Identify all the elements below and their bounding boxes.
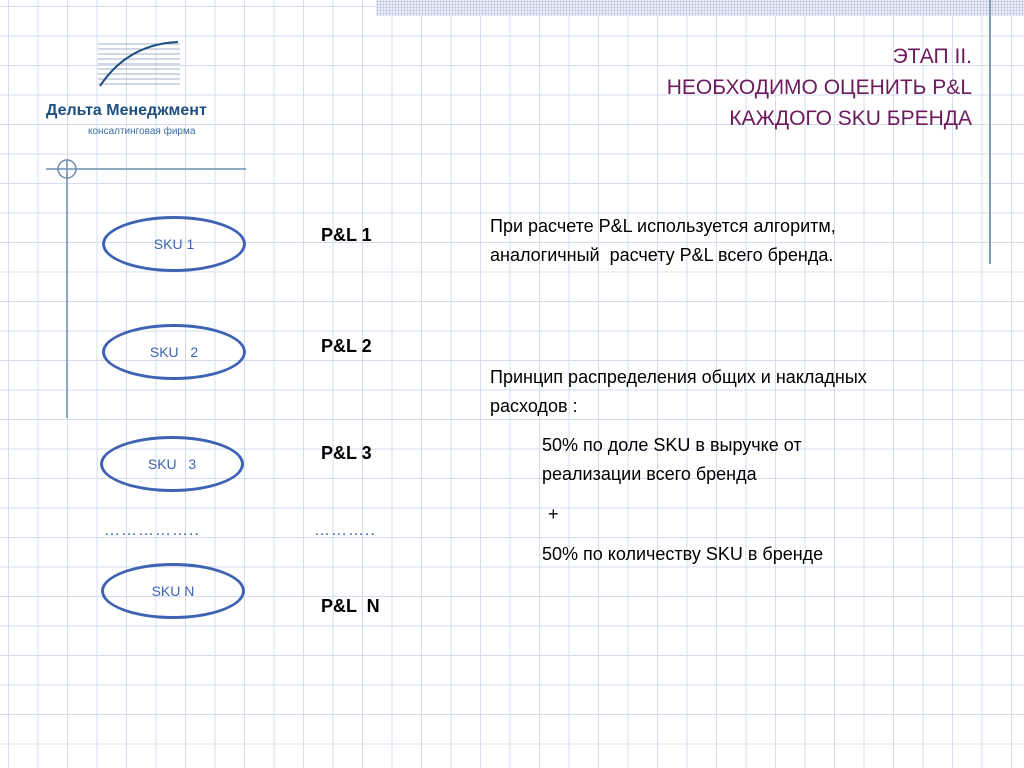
pl-label-n: P&L N: [321, 596, 380, 616]
algorithm-line-1: При расчете P&L используется алгоритм,: [490, 216, 836, 236]
distribution-line-1: Принцип распределения общих и накладных: [490, 367, 867, 387]
sku-ellipse-2: [102, 324, 246, 380]
distribution-line-2: расходов :: [490, 396, 578, 416]
right-vertical-line: [989, 0, 991, 264]
sku-ellipse-1: [102, 216, 246, 272]
title-line-3: КАЖДОГО SKU БРЕНДА: [729, 107, 972, 130]
slide-title: [667, 41, 972, 134]
ellipsis-dots-right: ………..: [314, 522, 376, 539]
company-logo: [46, 40, 246, 140]
algorithm-paragraph: [490, 212, 836, 270]
sku-label-3: SKU 3: [147, 456, 197, 472]
sku-label-1: SKU 1: [153, 236, 195, 252]
top-decorative-band: [376, 0, 1024, 16]
title-line-1: ЭТАП II.: [892, 45, 972, 68]
distribution-item-1-line-1: 50% по доле SKU в выручке от: [542, 435, 802, 455]
sku-label-n: SKU N: [151, 583, 195, 599]
ellipsis-dots-left: ……………..: [104, 522, 200, 539]
logo-company-name: Дельта Менеджмент: [46, 102, 207, 119]
title-line-2: НЕОБХОДИМО ОЦЕНИТЬ P&L: [666, 76, 972, 99]
logo-graphic-icon: [46, 40, 246, 100]
distribution-paragraph: [490, 363, 867, 421]
plus-sign: +: [548, 504, 559, 524]
distribution-item-2: 50% по количеству SKU в бренде: [542, 544, 824, 564]
pl-label-2: P&L 2: [321, 336, 372, 356]
distribution-item-1: [542, 431, 802, 489]
logo-company-subtitle: консалтинговая фирма: [88, 126, 196, 137]
sku-ellipse-n: [101, 563, 245, 619]
sku-ellipse-3: [100, 436, 244, 492]
algorithm-line-2: аналогичный расчету P&L всего бренда.: [490, 245, 834, 265]
distribution-item-1-line-2: реализации всего бренда: [542, 464, 757, 484]
pl-label-1: P&L 1: [321, 225, 372, 245]
sku-label-2: SKU 2: [149, 344, 199, 360]
pl-label-3: P&L 3: [321, 443, 372, 463]
